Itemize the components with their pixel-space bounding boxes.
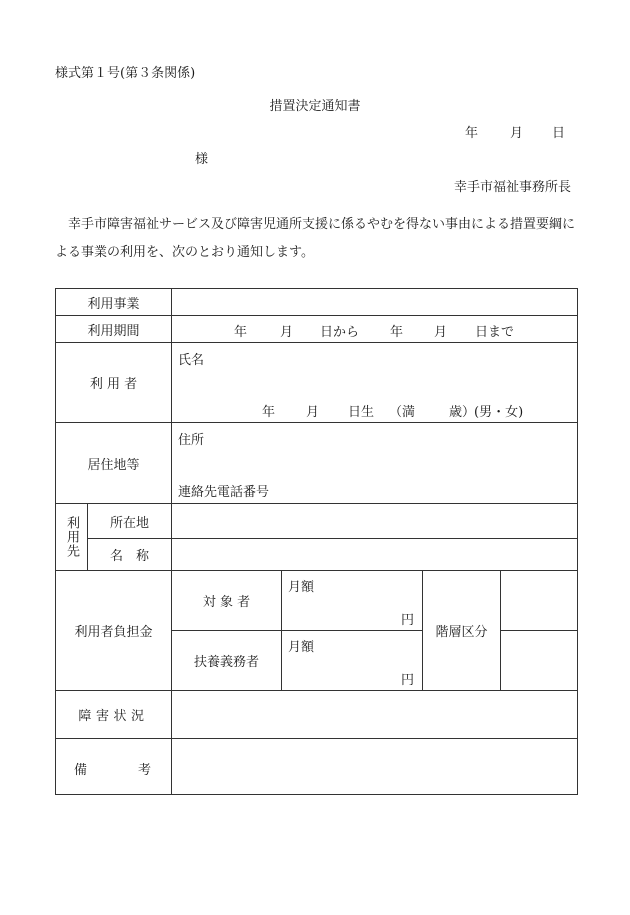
destination-location-label: 所在地 <box>88 504 172 539</box>
issuer-name: 幸手市福祉事務所長 <box>453 180 571 195</box>
gender-label: (男・女) <box>474 405 524 420</box>
period-from-year: 年 <box>234 325 248 340</box>
period-from-month: 月 <box>280 325 294 340</box>
usage-business-field[interactable] <box>172 289 578 316</box>
disability-field[interactable] <box>172 691 578 739</box>
burden-label: 利用者負担金 <box>56 571 172 691</box>
period-to-year: 年 <box>390 325 404 340</box>
document-title: 措置決定通知書 <box>269 99 361 114</box>
remarks-label-1: 備 <box>74 763 88 778</box>
burden-subject-label: 対 象 者 <box>172 571 282 631</box>
birth-month-label: 月 <box>306 405 320 420</box>
addressee-suffix: 様 <box>195 152 209 167</box>
notice-body-text: 幸手市障害福祉サービス及び障害児通所支援に係るやむを得ない事由による措置要綱による事業の利用を、次のとおり通知します。 <box>55 217 576 260</box>
form-number-label: 様式第１号(第３条関係) <box>55 66 196 81</box>
user-name-label: 氏名 <box>178 353 205 368</box>
disability-label: 障害状況 <box>56 691 172 739</box>
remarks-label <box>56 739 172 795</box>
remarks-label-2: 考 <box>138 763 152 778</box>
burden-subject-amount-field[interactable] <box>282 571 423 631</box>
usage-period-label: 利用期間 <box>56 316 172 343</box>
age-open-label: （満 <box>389 405 416 420</box>
user-field[interactable] <box>172 343 578 423</box>
tier-field-upper[interactable] <box>501 571 578 631</box>
birth-day-label: 日生 <box>348 405 375 420</box>
remarks-field[interactable] <box>172 739 578 795</box>
destination-name-field[interactable] <box>172 539 578 571</box>
date-month-label: 月 <box>510 126 524 141</box>
usage-business-label: 利用事業 <box>56 289 172 316</box>
supporter-yen-label: 円 <box>401 673 415 688</box>
destination-location-field[interactable] <box>172 504 578 539</box>
supporter-monthly-label: 月額 <box>288 640 315 655</box>
age-close-label: 歳） <box>449 405 476 420</box>
address-label: 住所 <box>178 433 205 448</box>
user-label: 利 用 者 <box>56 343 172 423</box>
destination-name-label: 名 称 <box>88 539 172 571</box>
phone-label: 連絡先電話番号 <box>178 485 270 500</box>
destination-label: 利用先 <box>56 504 88 571</box>
residence-field[interactable] <box>172 423 578 504</box>
tier-field-lower[interactable] <box>501 631 578 691</box>
period-to-month: 月 <box>434 325 448 340</box>
subject-monthly-label: 月額 <box>288 580 315 595</box>
subject-yen-label: 円 <box>401 613 415 628</box>
date-day-label: 日 <box>552 126 566 141</box>
burden-supporter-amount-field[interactable] <box>282 631 423 691</box>
date-year-label: 年 <box>465 126 479 141</box>
residence-label: 居住地等 <box>56 423 172 504</box>
period-from-day: 日から <box>320 325 360 340</box>
birth-year-label: 年 <box>262 405 276 420</box>
notice-form-table <box>55 288 578 795</box>
period-to-day: 日まで <box>475 325 515 340</box>
burden-supporter-label: 扶養義務者 <box>172 631 282 691</box>
tier-label: 階層区分 <box>423 571 501 691</box>
usage-period-field[interactable] <box>172 316 578 343</box>
